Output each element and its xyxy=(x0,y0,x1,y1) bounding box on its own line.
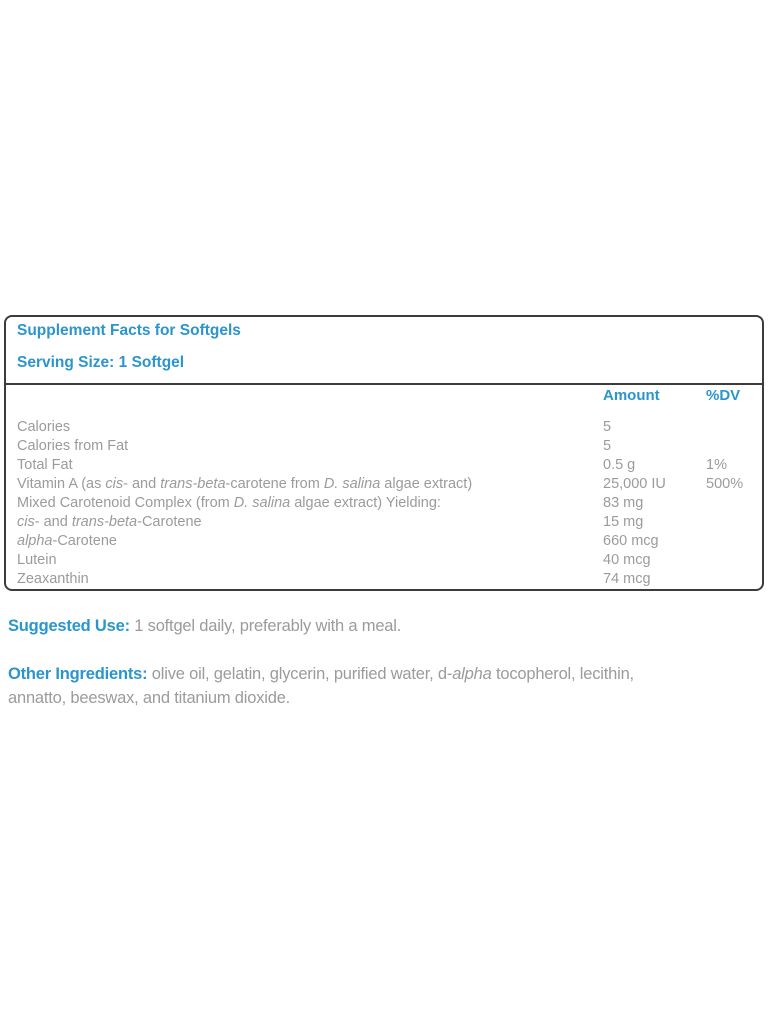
nutrient-label: Total Fat xyxy=(17,457,73,473)
table-row xyxy=(17,437,751,456)
suggested-use-heading: Suggested Use: xyxy=(8,617,130,635)
nutrient-label: Zeaxanthin xyxy=(17,571,89,587)
table-row xyxy=(17,456,751,475)
other-ingredients-text: olive oil, gelatin, glycerin, purified water, d-alpha tocopherol, lecithin, annatto, beeswax, and titanium dioxide. xyxy=(8,665,634,707)
nutrient-dv: 500% xyxy=(706,476,744,492)
table-row xyxy=(17,513,751,532)
nutrient-amount: 83 mg xyxy=(603,495,644,511)
nutrient-amount: 660 mcg xyxy=(603,533,659,549)
nutrient-amount: 40 mcg xyxy=(603,552,651,568)
table-row xyxy=(17,494,751,513)
nutrient-label: Mixed Carotenoid Complex (from D. salina algae extract) Yielding: xyxy=(17,495,441,511)
table-row xyxy=(17,475,751,494)
other-ingredients-section xyxy=(8,662,766,710)
other-ingredients-heading: Other Ingredients: xyxy=(8,665,148,683)
column-header-dv: %DV xyxy=(706,387,741,404)
table-row xyxy=(17,532,751,551)
nutrient-amount: 5 xyxy=(603,438,612,454)
suggested-use-section xyxy=(8,614,766,638)
column-header-amount: Amount xyxy=(603,387,660,404)
supplement-facts-title: Supplement Facts for Softgels xyxy=(17,322,241,339)
nutrient-label: Calories xyxy=(17,419,71,435)
facts-header xyxy=(6,317,762,385)
nutrient-amount: 74 mcg xyxy=(603,571,651,587)
suggested-use-text: 1 softgel daily, preferably with a meal. xyxy=(129,617,402,635)
nutrient-label: cis- and trans-beta-Carotene xyxy=(17,514,202,530)
nutrient-label: Vitamin A (as cis- and trans-beta-carotene from D. salina algae extract) xyxy=(17,476,473,492)
table-row xyxy=(17,570,751,589)
nutrient-amount: 25,000 IU xyxy=(603,476,666,492)
nutrient-label: Calories from Fat xyxy=(17,438,129,454)
facts-rows xyxy=(17,418,751,589)
supplement-facts-panel xyxy=(4,315,764,591)
table-row xyxy=(17,418,751,437)
nutrient-amount: 15 mg xyxy=(603,514,644,530)
nutrient-label: Lutein xyxy=(17,552,57,568)
table-header-row xyxy=(17,388,751,404)
facts-table xyxy=(6,385,762,589)
serving-size: Serving Size: 1 Softgel xyxy=(17,354,185,371)
nutrient-dv: 1% xyxy=(706,457,727,473)
nutrient-amount: 5 xyxy=(603,419,612,435)
nutrient-amount: 0.5 g xyxy=(603,457,636,473)
table-row xyxy=(17,551,751,570)
nutrient-label: alpha-Carotene xyxy=(17,533,117,549)
